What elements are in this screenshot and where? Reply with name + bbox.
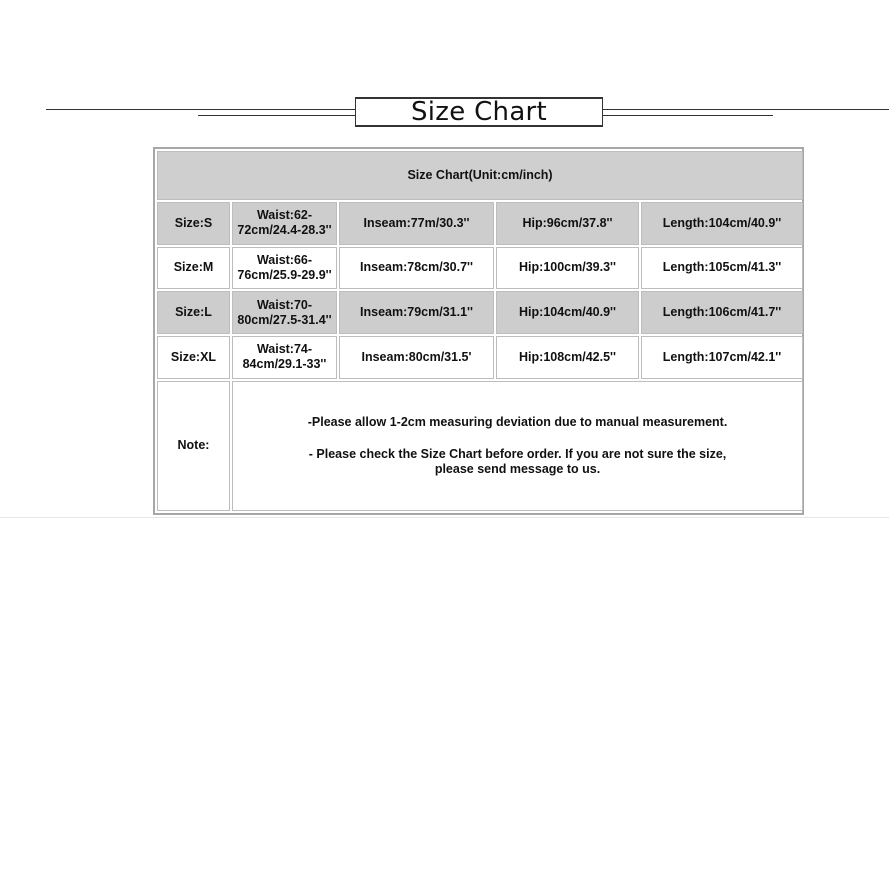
table-row (157, 291, 803, 334)
note-line2: - Please check the Size Chart before order. If you are not sure the size, (308, 446, 727, 461)
inseam-cell: Inseam:77m/30.3'' (339, 202, 494, 245)
waist-line2: 80cm/27.5-31.4'' (237, 312, 332, 327)
waist-cell (232, 202, 337, 245)
inseam-cell: Inseam:80cm/31.5' (339, 336, 494, 379)
inseam-cell: Inseam:78cm/30.7'' (339, 247, 494, 290)
hip-cell: Hip:104cm/40.9'' (496, 291, 639, 334)
waist-line1: Waist:70- (256, 297, 313, 312)
waist-cell (232, 291, 337, 334)
bottom-divider (0, 517, 889, 518)
size-label: Size:L (157, 291, 230, 334)
note-line3: please send message to us. (434, 461, 601, 476)
title-rule-left-lower (198, 115, 355, 116)
title-rule-right-lower (603, 115, 773, 116)
inseam-cell: Inseam:79cm/31.1'' (339, 291, 494, 334)
note-row (157, 381, 803, 511)
table-row (157, 336, 803, 379)
waist-line2: 84cm/29.1-33'' (242, 357, 327, 372)
table-header-row (157, 151, 803, 200)
size-label: Size:XL (157, 336, 230, 379)
page-title-box (355, 97, 603, 127)
note-content (232, 381, 803, 511)
size-label: Size:M (157, 247, 230, 290)
length-cell: Length:106cm/41.7'' (641, 291, 803, 334)
length-cell: Length:104cm/40.9'' (641, 202, 803, 245)
hip-cell: Hip:108cm/42.5'' (496, 336, 639, 379)
length-cell: Length:105cm/41.3'' (641, 247, 803, 290)
table-header: Size Chart(Unit:cm/inch) (157, 151, 803, 200)
waist-line1: Waist:66- (256, 252, 313, 267)
hip-cell: Hip:96cm/37.8'' (496, 202, 639, 245)
title-rule-right-upper (603, 109, 889, 110)
table-row (157, 247, 803, 290)
table-row (157, 202, 803, 245)
title-rule-left-upper (46, 109, 355, 110)
waist-line1: Waist:74- (256, 342, 313, 357)
waist-line1: Waist:62- (256, 208, 313, 223)
waist-cell (232, 336, 337, 379)
hip-cell: Hip:100cm/39.3'' (496, 247, 639, 290)
size-chart-table-frame (153, 147, 804, 515)
waist-cell (232, 247, 337, 290)
note-label: Note: (157, 381, 230, 511)
waist-line2: 76cm/25.9-29.9'' (237, 267, 332, 282)
page-title: Size Chart (410, 97, 548, 127)
size-label: Size:S (157, 202, 230, 245)
waist-line2: 72cm/24.4-28.3'' (237, 223, 332, 238)
note-line1: -Please allow 1-2cm measuring deviation due to manual measurement. (307, 414, 728, 429)
length-cell: Length:107cm/42.1'' (641, 336, 803, 379)
size-chart-table (155, 149, 805, 513)
